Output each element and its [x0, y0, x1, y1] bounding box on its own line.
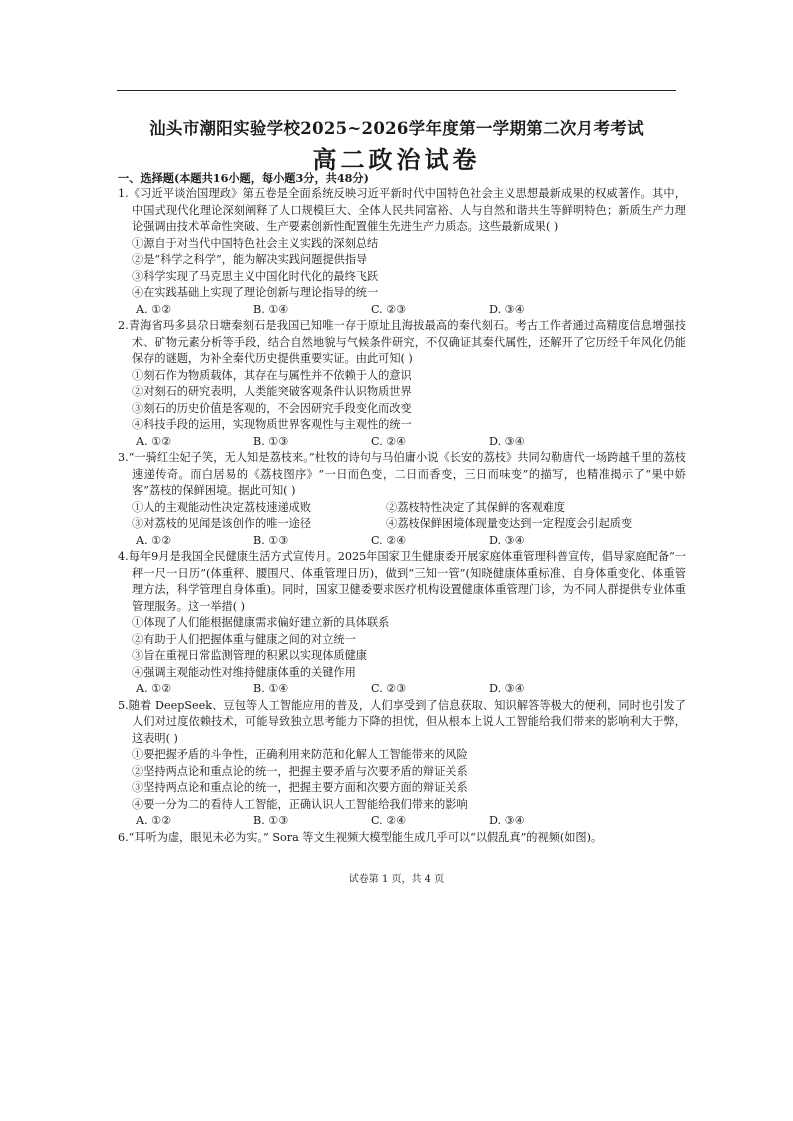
statement-option: ④强调主观能动性对维持健康体重的关键作用	[132, 665, 356, 679]
choice-d: D. ③④	[489, 434, 525, 448]
school-exam-title: 汕头市潮阳实验学校2025~2026学年度第一学期第二次月考考试	[149, 119, 644, 138]
question-stem: 3.“一骑红尘妃子笑，无人知是荔枝来。”杜牧的诗句与马伯庸小说《长安的荔枝》共同勾勒唐代一场跨越千里的荔枝速递传奇。而白居易的《荔枝图序》“一日而色变，二日而香变，三日而味变”的描写，也精准揭示了“果中娇客”荔枝的保鲜困境。据此可知( )	[118, 451, 686, 497]
statement-option: ①体现了人们能根据健康需求偏好建立新的具体联系	[132, 616, 390, 629]
question-3	[118, 450, 686, 549]
statement-option: ④科技手段的运用，实现物质世界客观性与主观性的统一	[132, 418, 412, 431]
choice-d: D. ③④	[489, 533, 525, 547]
choice-c: C. ②④	[371, 434, 407, 448]
answer-choices	[118, 533, 686, 550]
statement-option: ③坚持两点论和重点论的统一，把握主要方面和次要方面的辩证关系	[132, 781, 468, 794]
choice-c: C. ②④	[371, 814, 407, 827]
question-6	[118, 830, 686, 847]
statement-option: ③科学实现了马克思主义中国化时代化的最终飞跃	[132, 269, 379, 283]
statement-option: ③刻石的历史价值是客观的，不会因研究手段变化而改变	[132, 401, 412, 415]
statement-option: ④荔枝保鲜困境体现量变达到一定程度会引起质变	[386, 517, 633, 530]
choice-b: B. ①③	[253, 434, 289, 448]
choice-a: A. ①②	[136, 434, 172, 448]
statement-option: ④要一分为二的看待人工智能，正确认识人工智能给我们带来的影响	[132, 797, 468, 811]
statement-option: ①刻石作为物质载体，其存在与属性并不依赖于人的意识	[132, 368, 412, 382]
statement-option-row	[118, 500, 686, 517]
header-rule	[117, 90, 676, 91]
choice-b: B. ①③	[253, 533, 289, 547]
statement-option: ③对荔枝的见闻是该创作的唯一途径	[132, 517, 312, 530]
answer-choices	[118, 434, 686, 451]
statement-option-row	[118, 516, 686, 533]
choice-c: C. ②③	[371, 682, 407, 695]
question-list	[118, 186, 686, 846]
statement-option: ②有助于人们把握体重与健康之间的对立统一	[132, 632, 356, 646]
statement-option: ②荔枝特性决定了其保鲜的客观难度	[386, 500, 566, 514]
answer-choices	[118, 813, 686, 830]
choice-d: D. ③④	[489, 814, 525, 827]
choice-c: C. ②③	[371, 302, 407, 316]
statement-option: ②对刻石的研究表明，人类能突破客观条件认识物质世界	[132, 385, 412, 398]
page-footer: 试卷第 1 页，共 4 页	[348, 874, 445, 885]
choice-b: B. ①③	[253, 814, 289, 827]
choice-b: B. ①④	[253, 302, 289, 316]
choice-a: A. ①②	[136, 682, 172, 695]
question-5	[118, 698, 686, 830]
choice-c: C. ②④	[371, 533, 407, 547]
section-heading: 一、选择题(本题共16小题，每小题3分，共48分)	[118, 171, 369, 185]
question-2	[118, 318, 686, 450]
question-stem: 5.随着 DeepSeek、豆包等人工智能应用的普及，人们享受到了信息获取、知识解答等极大的便利，同时也引发了人们对过度依赖技术，可能导致独立思考能力下降的担忧，但从根本上说人工智能给我们带来的影响利大于弊，这表明( )	[118, 698, 686, 745]
choice-b: B. ①④	[253, 682, 289, 695]
question-stem: 2.青海省玛多县尕日塘秦刻石是我国已知唯一存于原址且海拔最高的秦代刻石。考古工作者通过高精度信息增强技术、矿物元素分析等手段，结合自然地貌与气候条件研究，不仅确证其秦代属性，还解开了它历经千年风化仍能保存的谜题，为补全秦代历史提供重要实证。由此可知( )	[118, 319, 686, 365]
choice-a: A. ①②	[136, 533, 172, 547]
answer-choices	[118, 302, 686, 319]
question-stem: 4.每年9月是我国全民健康生活方式宣传月。2025年国家卫生健康委开展家庭体重管理科普宣传，倡导家庭配备“一秤一尺一日历”(体重秤、腰围尺、体重管理日历)，做到“三知一管”(知晓健康体重标准、自身体重变化、体重管理方法，科学管理自身体重)。同时，国家卫健委要求医疗机构设置健康体重管理门诊，为不同人群提供专业体重管理服务。这一举措( )	[118, 550, 686, 613]
statement-option: ②坚持两点论和重点论的统一，把握主要矛盾与次要矛盾的辩证关系	[132, 764, 468, 778]
statement-option: ①源自于对当代中国特色社会主义实践的深刻总结	[132, 236, 379, 250]
question-stem: 6.“耳听为虚，眼见未必为实。” Sora 等文生视频大模型能生成几乎可以“以假乱真”的视频(如图)。	[118, 830, 603, 844]
statement-option: ④在实践基础上实现了理论创新与理论指导的统一	[132, 286, 379, 299]
choice-d: D. ③④	[489, 302, 525, 316]
question-1	[118, 186, 686, 318]
statement-option: ③旨在重视日常监测管理的积累以实现体质健康	[132, 649, 367, 662]
answer-choices	[118, 681, 686, 698]
statement-option: ②是“科学之科学”，能为解决实践问题提供指导	[132, 253, 368, 266]
question-stem: 1.《习近平谈治国理政》第五卷是全面系统反映习近平新时代中国特色社会主义思想最新成果的权威著作。其中，中国式现代化理论深刻阐释了人口规模巨大、全体人民共同富裕、人与自然和谐共生等鲜明特色；新质生产力理论强调由技术革命性突破、生产要素创新性配置催生先进生产力质态。这些最新成果( )	[118, 187, 686, 233]
question-4	[118, 549, 686, 698]
choice-a: A. ①②	[136, 814, 172, 827]
choice-a: A. ①②	[136, 302, 172, 316]
choice-d: D. ③④	[489, 682, 525, 695]
statement-option: ①要把握矛盾的斗争性，正确利用来防范和化解人工智能带来的风险	[132, 748, 468, 761]
paper-title: 高二政治试卷	[312, 145, 481, 174]
statement-option: ①人的主观能动性决定荔枝速递成败	[132, 500, 312, 514]
